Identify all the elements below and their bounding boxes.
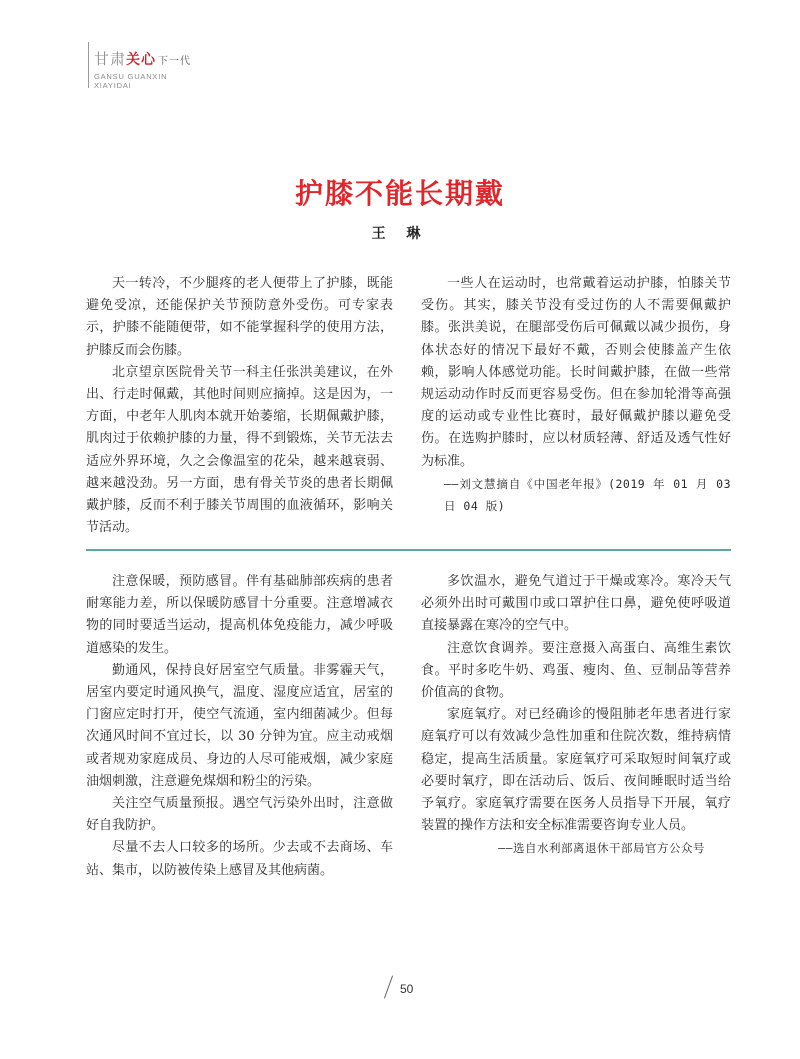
paragraph: 勤通风，保持良好居室空气质量。非雾霾天气，居室内要定时通风换气，温度、湿度应适宜，居室的门窗应定时打开，使空气流通，室内细菌减少。但每次通风时间不宜过长，以 30 分钟为宜。应主动戒烟或者规劝家庭成员、身边的人尽可能戒烟，减少家庭油烟刺激，注意避免煤烟和粉尘的污染。 (86, 662, 393, 789)
brand-en-line1: GANSU GUANXIN (94, 72, 168, 81)
source-note: ——选自水利部离退休干部局官方公众号 (498, 841, 705, 856)
magazine-header (88, 40, 198, 100)
paragraph: 北京望京医院骨关节一科主任张洪美建议，在外出、行走时佩戴，其他时间则应摘掉。这是因为，一方面，中老年人肌肉本就开始萎缩，长期佩戴护膝，肌肉过于依赖护膝的力量，得不到锻炼，关节无法去适应外界环境，久之会像温室的花朵，越来越衰弱、越来越没劲。另一方面，患有骨关节炎的患者长期佩戴护膝，反而不利于膝关节周围的血液循环，影响关节活动。 (86, 364, 393, 536)
brand-logo-cn (94, 48, 191, 69)
section-divider (86, 549, 731, 551)
paragraph: 关注空气质量预报。遇空气污染外出时，注意做好自我防护。 (86, 796, 393, 834)
article-title: 护膝不能长期戴 (294, 177, 505, 210)
page-number: 50 (400, 982, 414, 996)
page-number-slash (384, 976, 393, 999)
paragraph: 天一转冷，不少腿疼的老人便带上了护膝，既能避免受凉，还能保护关节预防意外受伤。可专家表示，护膝不能随便带，如不能掌握科学的使用方法，护膝反而会伤膝。 (86, 276, 393, 358)
section1-left-column (86, 273, 393, 539)
section1-right-column (421, 273, 731, 517)
header-rule (88, 42, 89, 88)
paragraph: 注意保暖，预防感冒。伴有基础肺部疾病的患者耐寒能力差，所以保暖防感冒十分重要。注意增减衣物的同时要适当运动，提高机体免疫能力，减少呼吸道感染的发生。 (86, 574, 393, 656)
brand-cn-part3: 下一代 (158, 56, 192, 67)
brand-logo-en (94, 72, 167, 90)
section2-left-column (86, 571, 393, 882)
brand-cn-part1: 甘肃 (94, 50, 127, 68)
paragraph: 尽量不去人口较多的场所。少去或不去商场、车站、集市，以防被传染上感冒及其他病菌。 (86, 840, 393, 878)
paragraph: 注意饮食调养。要注意摄入高蛋白、高维生素饮食。平时多吃牛奶、鸡蛋、瘦肉、鱼、豆制品等营养价值高的食物。 (421, 640, 731, 701)
brand-en-line2: XIAYIDAI (94, 81, 132, 90)
source-note: ——刘文慧摘自《中国老年报》(2019 年 01 月 03 日 04 版) (444, 476, 731, 514)
paragraph: 家庭氧疗。对已经确诊的慢阻肺老年患者进行家庭氧疗可以有效减少急性加重和住院次数，维持病情稳定，提高生活质量。家庭氧疗可采取短时间氧疗或必要时氧疗，即在活动后、饭后、夜间睡眠时适当给予氧疗。家庭氧疗需要在医务人员指导下开展，氧疗装置的操作方法和安全标准需要咨询专业人员。 (421, 707, 731, 834)
paragraph: 一些人在运动时，也常戴着运动护膝，怕膝关节受伤。其实，膝关节没有受过伤的人不需要佩戴护膝。张洪美说，在腿部受伤后可佩戴以减少损伤，身体状态好的情况下最好不戴，否则会使膝盖产生依赖，影响人体感觉功能。长时间戴护膝，在做一些常规运动动作时反而更容易受伤。但在参加轮滑等高强度的运动或专业性比赛时，最好佩戴护膝以避免受伤。在选购护膝时，应以材质轻薄、舒适及透气性好为标准。 (421, 276, 731, 469)
section2-right-column (421, 571, 731, 860)
brand-cn-part2: 关心 (126, 52, 157, 68)
paragraph: 多饮温水，避免气道过于干燥或寒冷。寒冷天气必须外出时可戴围巾或口罩护住口鼻，避免使呼吸道直接暴露在寒冷的空气中。 (421, 574, 731, 634)
article-author: 王 琳 (371, 226, 429, 242)
